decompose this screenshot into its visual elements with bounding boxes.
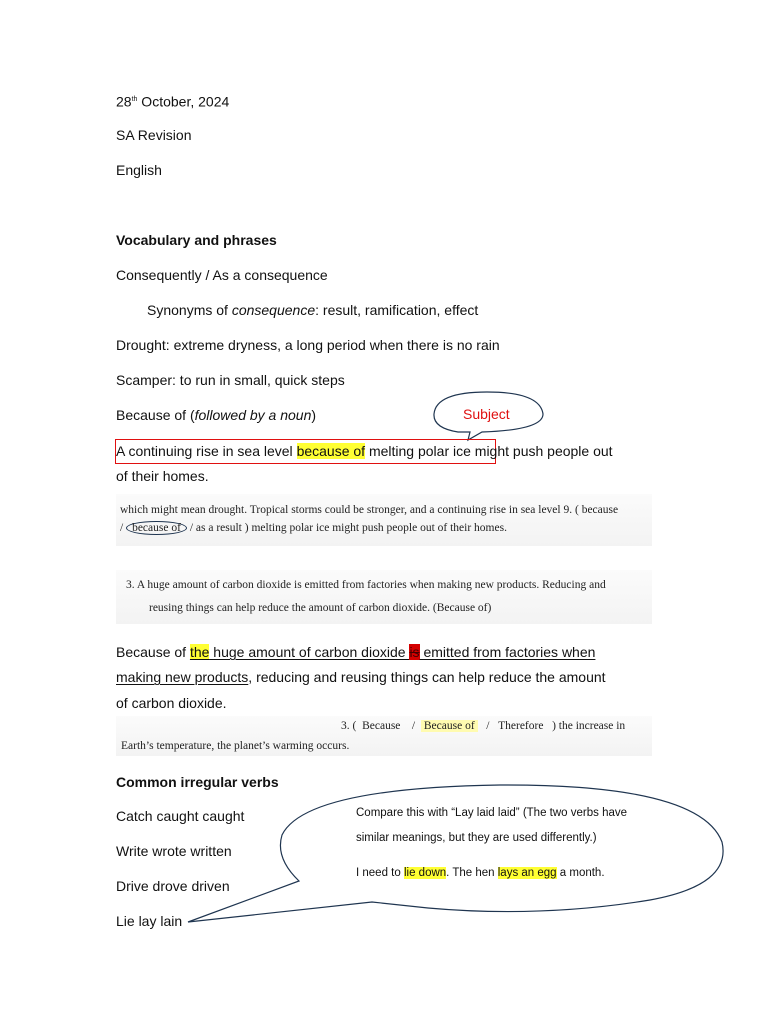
date-line — [116, 91, 229, 111]
scan1-circled-option: because of — [126, 521, 187, 535]
scan3-line2: Earth’s temperature, the planet’s warming occurs. — [121, 740, 350, 752]
date-rest: October, 2024 — [137, 93, 230, 110]
example2-line2-underlined: making new products — [116, 669, 249, 685]
example2-line2-rest: , reducing and reusing things can help reduce the amount — [248, 669, 606, 685]
verbs-heading: Common irregular verbs — [116, 774, 279, 790]
because-prefix: Because of ( — [116, 407, 195, 423]
scan1-line2-post: / as a result ) melting polar ice might push people out of their homes. — [186, 522, 507, 534]
scan3-opt1: Because — [362, 720, 401, 732]
scan3-rest: ) the increase in — [552, 720, 626, 732]
scanned-excerpt-1 — [116, 494, 652, 546]
scan3-num: 3. ( — [341, 720, 357, 732]
example1-part2: melting polar ice — [365, 443, 471, 459]
compare-highlight-lays-an-egg: lays an egg — [497, 867, 557, 879]
example2-line3: of carbon dioxide. — [116, 695, 227, 711]
example1-part3: might push people out — [470, 443, 613, 459]
compare-line3-pre: I need to — [356, 867, 404, 879]
example2-underlined2: emitted from factories when — [419, 644, 596, 660]
scanned-excerpt-2 — [116, 570, 652, 624]
verb-item: Write wrote written — [116, 843, 232, 859]
example1-highlight: because of — [296, 443, 366, 459]
because-note: followed by a noun — [194, 407, 312, 423]
compare-callout-line2: similar meanings, but they are used differently.) — [356, 832, 597, 844]
course-title: English — [116, 162, 162, 178]
example2-line1 — [116, 643, 595, 661]
vocab-synonyms — [147, 301, 478, 319]
example1-line2: of their homes. — [116, 468, 209, 484]
example1-line1 — [116, 442, 613, 460]
synonyms-word: consequence — [231, 302, 316, 318]
synonyms-rest: : result, ramification, effect — [315, 302, 479, 318]
scan3-opt2: Because of — [421, 720, 478, 732]
compare-callout-line1: Compare this with “Lay laid laid” (The two verbs have — [356, 807, 628, 819]
example2-underlined1: huge amount of carbon dioxide — [209, 644, 410, 660]
scan1-line1: which might mean drought. Tropical storms could be stronger, and a continuing rise in sea level 9. ( because — [120, 504, 619, 516]
compare-highlight-lie-down: lie down — [403, 867, 447, 879]
scan3-sep1: / — [411, 720, 416, 732]
scan1-line2-pre: / — [120, 522, 127, 534]
date-suffix: th — [131, 96, 138, 103]
vocab-consequently: Consequently / As a consequence — [116, 267, 328, 283]
vocab-drought: Drought: extreme dryness, a long period when there is no rain — [116, 337, 500, 353]
vocab-scamper: Scamper: to run in small, quick steps — [116, 372, 345, 388]
verb-item: Lie lay lain — [116, 913, 183, 929]
compare-callout-line3 — [356, 867, 605, 879]
scanned-excerpt-3 — [116, 716, 652, 756]
scan3-opt3: Therefore — [498, 720, 544, 732]
compare-line3-post: a month. — [556, 867, 605, 879]
scan1-line2 — [120, 522, 507, 534]
synonyms-prefix: Synonyms of — [147, 302, 232, 318]
verb-item: Drive drove driven — [116, 878, 230, 894]
subject-title: SA Revision — [116, 127, 192, 143]
date-day: 28 — [116, 93, 132, 110]
subject-callout-label: Subject — [463, 406, 510, 422]
scan3-line1 — [341, 720, 625, 732]
compare-callout-bubble — [180, 780, 730, 930]
vocab-because-of — [116, 406, 316, 424]
example2-prefix: Because of — [116, 644, 190, 660]
scan3-sep2: / — [486, 720, 490, 732]
compare-line3-mid: . The hen — [446, 867, 498, 879]
scan2-line2: reusing things can help reduce the amount of carbon dioxide. (Because of) — [149, 602, 492, 614]
example2-struck-word: is — [409, 644, 420, 660]
scan2-line1: 3. A huge amount of carbon dioxide is emitted from factories when making new products. Reducing and — [126, 579, 606, 591]
vocab-heading: Vocabulary and phrases — [116, 232, 277, 248]
example2-line2 — [116, 668, 606, 686]
example2-the: the — [189, 644, 210, 660]
because-suffix: ) — [311, 407, 317, 423]
example1-part1: A continuing rise in sea level — [116, 443, 297, 459]
verb-item: Catch caught caught — [116, 808, 245, 824]
